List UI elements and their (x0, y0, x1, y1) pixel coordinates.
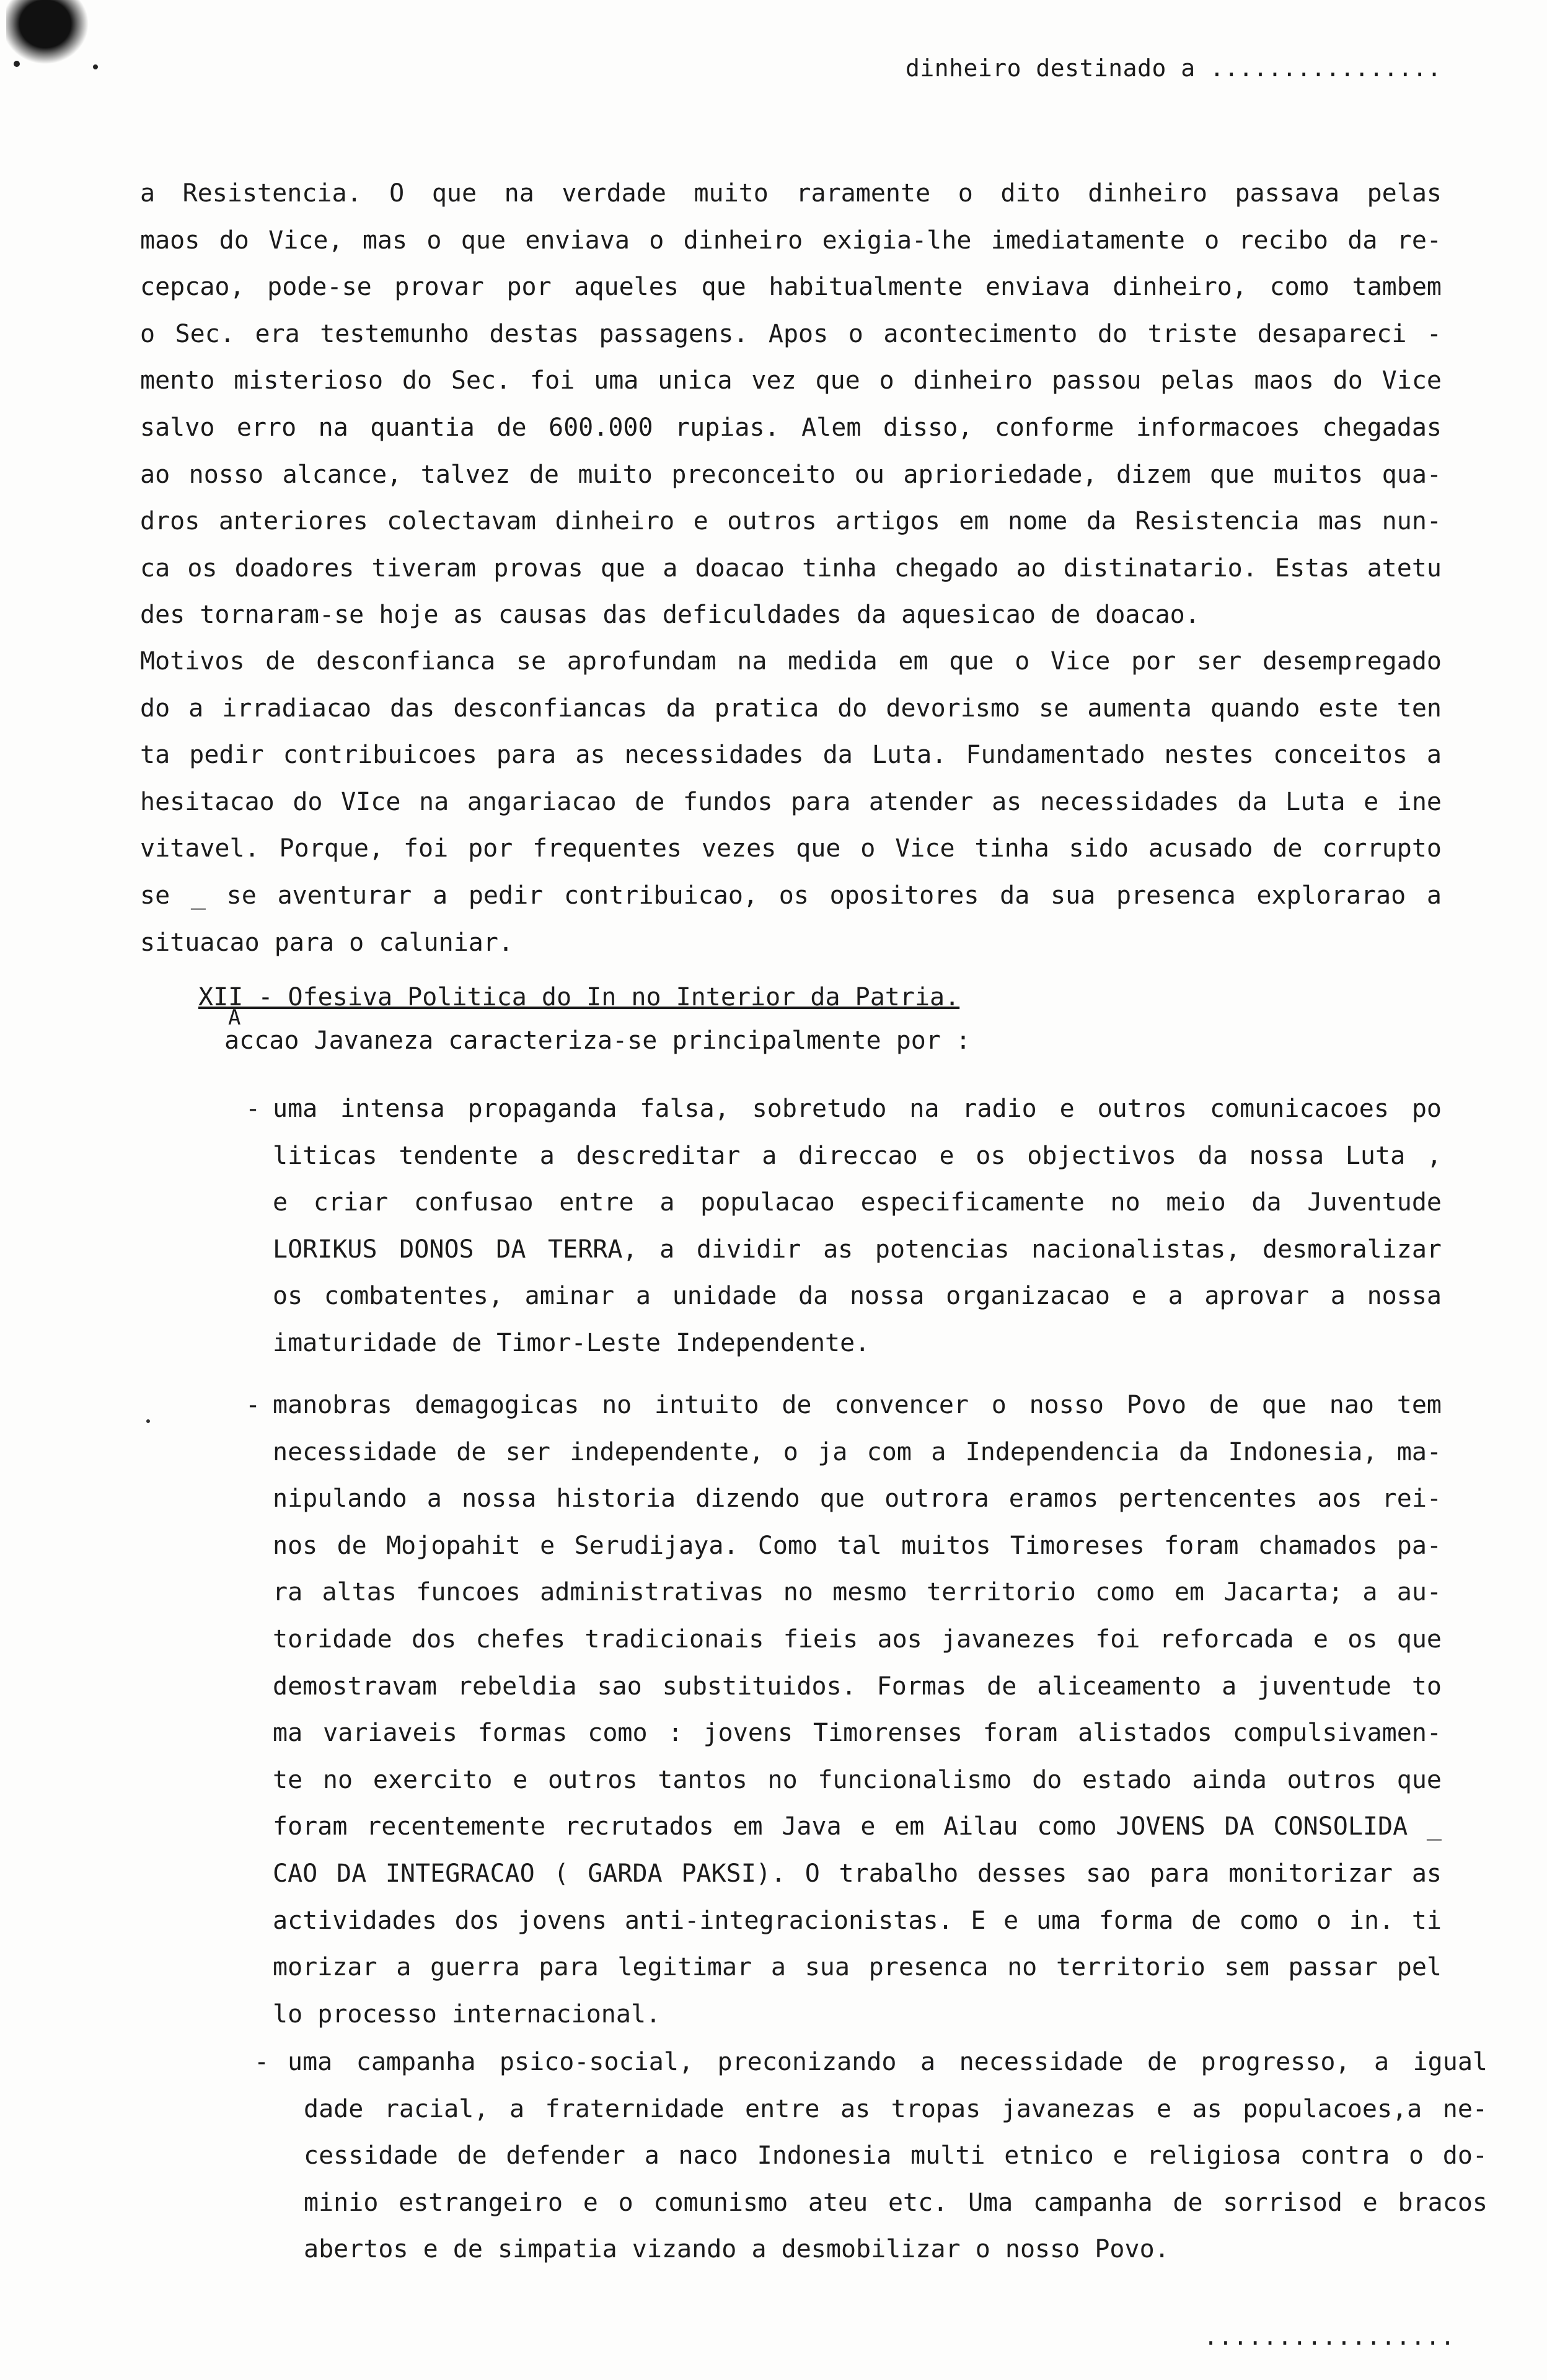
stray-mark (146, 1419, 150, 1423)
text-line: abertos e de simpatia vizando a desmobilizar o nosso Povo. (304, 2235, 1170, 2264)
text-line: foram recentemente recrutados em Java e em Ailau como JOVENS DA CONSOLIDA _ (273, 1812, 1442, 1841)
text-line: cessidade de defender a naco Indonesia multi etnico e religiosa contra o do- (304, 2141, 1488, 2171)
text-line: ra altas funcoes administrativas no mesmo territorio como em Jacarta; a au- (273, 1578, 1442, 1607)
text-line: salvo erro na quantia de 600.000 rupias. Alem disso, conforme informacoes chegadas (140, 413, 1442, 442)
ink-dot (93, 64, 98, 69)
text-line: vitavel. Porque, foi por frequentes vezes que o Vice tinha sido acusado de corrupto (140, 834, 1442, 863)
text-line: e criar confusao entre a populacao especificamente no meio da Juventude (273, 1188, 1442, 1217)
text-line: minio estrangeiro e o comunismo ateu etc. Uma campanha de sorrisod e bracos (304, 2188, 1488, 2217)
ink-dot (14, 61, 20, 67)
section-intro: accao Javaneza caracteriza-se principalmente por : (224, 1026, 971, 1055)
text-line: necessidade de ser independente, o ja com a Independencia da Indonesia, ma- (273, 1437, 1442, 1466)
text-line: demostravam rebeldia sao substituidos. Formas de aliceamento a juventude to (273, 1672, 1442, 1701)
paragraph-1 (140, 170, 1442, 639)
bullet-dash: - (254, 2048, 270, 2076)
text-line: des tornaram-se hoje as causas das deficuldades da aquesicao de doacao. (140, 601, 1200, 630)
bullet-item-2 (245, 1382, 1442, 2038)
page-continuation-footer: ................. (1204, 2323, 1455, 2350)
text-line: se _ se aventurar a pedir contribuicao, os opositores da sua presenca explorarao a (140, 881, 1442, 910)
text-line: morizar a guerra para legitimar a sua presenca no territorio sem passar pel (273, 1953, 1442, 1982)
text-line: Motivos de desconfianca se aprofundam na medida em que o Vice por ser desempregado (140, 647, 1442, 676)
bullet-item-1 (245, 1086, 1442, 1367)
text-line: do a irradiacao das desconfiancas da pratica do devorismo se aumenta quando este ten (140, 694, 1442, 723)
text-line: o Sec. era testemunho destas passagens. Apos o acontecimento do triste desapareci - (140, 319, 1442, 348)
text-line: mento misterioso do Sec. foi uma unica vez que o dinheiro passou pelas maos do Vice (140, 366, 1442, 395)
accent-mark: A (228, 1005, 241, 1030)
text-line: nipulando a nossa historia dizendo que outrora eramos pertencentes aos rei- (273, 1484, 1442, 1514)
text-line: os combatentes, aminar a unidade da nossa organizacao e a aprovar a nossa (273, 1282, 1442, 1311)
text-line: a Resistencia. O que na verdade muito raramente o dito dinheiro passava pelas (140, 179, 1442, 208)
text-line: ta pedir contribuicoes para as necessidades da Luta. Fundamentado nestes conceitos a (140, 741, 1442, 770)
section-heading: XII - Ofesiva Politica do In no Interior da Patria. (198, 983, 960, 1011)
ink-blot (6, 0, 93, 68)
text-line: maos do Vice, mas o que enviava o dinheiro exigia-lhe imediatamente o recibo da re- (140, 226, 1442, 255)
text-line: uma campanha psico-social, preconizando a necessidade de progresso, a igual (288, 2048, 1488, 2076)
text-line: dros anteriores colectavam dinheiro e outros artigos em nome da Resistencia mas nun- (140, 507, 1442, 536)
text-line: ca os doadores tiveram provas que a doacao tinha chegado ao distinatario. Estas atetu (140, 553, 1442, 583)
paragraph-2 (140, 638, 1442, 966)
text-line: manobras demagogicas no intuito de convencer o nosso Povo de que nao tem (273, 1391, 1442, 1419)
text-line: dade racial, a fraternidade entre as tropas javanezas e as populacoes,a ne- (304, 2094, 1488, 2123)
text-line: situacao para o caluniar. (140, 928, 514, 957)
bullet-dash: - (245, 1391, 261, 1419)
text-line: lo processo internacional. (273, 1999, 661, 2029)
page-continuation-header: dinheiro destinado a ................ (906, 55, 1442, 82)
text-line: nos de Mojopahit e Serudijaya. Como tal muitos Timoreses foram chamados pa- (273, 1531, 1442, 1560)
text-line: CAO DA INTEGRACAO ( GARDA PAKSI). O trabalho desses sao para monitorizar as (273, 1859, 1442, 1888)
text-line: te no exercito e outros tantos no funcionalismo do estado ainda outros que (273, 1765, 1442, 1794)
text-line: actividades dos jovens anti-integracionistas. E e uma forma de como o in. ti (273, 1906, 1442, 1935)
text-line: uma intensa propaganda falsa, sobretudo na radio e outros comunicacoes po (273, 1095, 1442, 1123)
text-line: ma variaveis formas como : jovens Timorenses foram alistados compulsivamen- (273, 1719, 1442, 1748)
text-line: ao nosso alcance, talvez de muito preconceito ou aprioriedade, dizem que muitos qua- (140, 460, 1442, 489)
bullet-dash: - (245, 1095, 261, 1123)
text-line: liticas tendente a descreditar a direccao e os objectivos da nossa Luta , (273, 1141, 1442, 1170)
text-line: toridade dos chefes tradicionais fieis aos javanezes foi reforcada e os que (273, 1624, 1442, 1654)
bullet-item-3 (254, 2039, 1488, 2273)
text-line: hesitacao do VIce na angariacao de fundos para atender as necessidades da Luta e ine (140, 787, 1442, 816)
text-line: cepcao, pode-se provar por aqueles que habitualmente enviava dinheiro, como tambem (140, 273, 1442, 302)
text-line: LORIKUS DONOS DA TERRA, a dividir as potencias nacionalistas, desmoralizar (273, 1235, 1442, 1264)
text-line: imaturidade de Timor-Leste Independente. (273, 1328, 870, 1357)
